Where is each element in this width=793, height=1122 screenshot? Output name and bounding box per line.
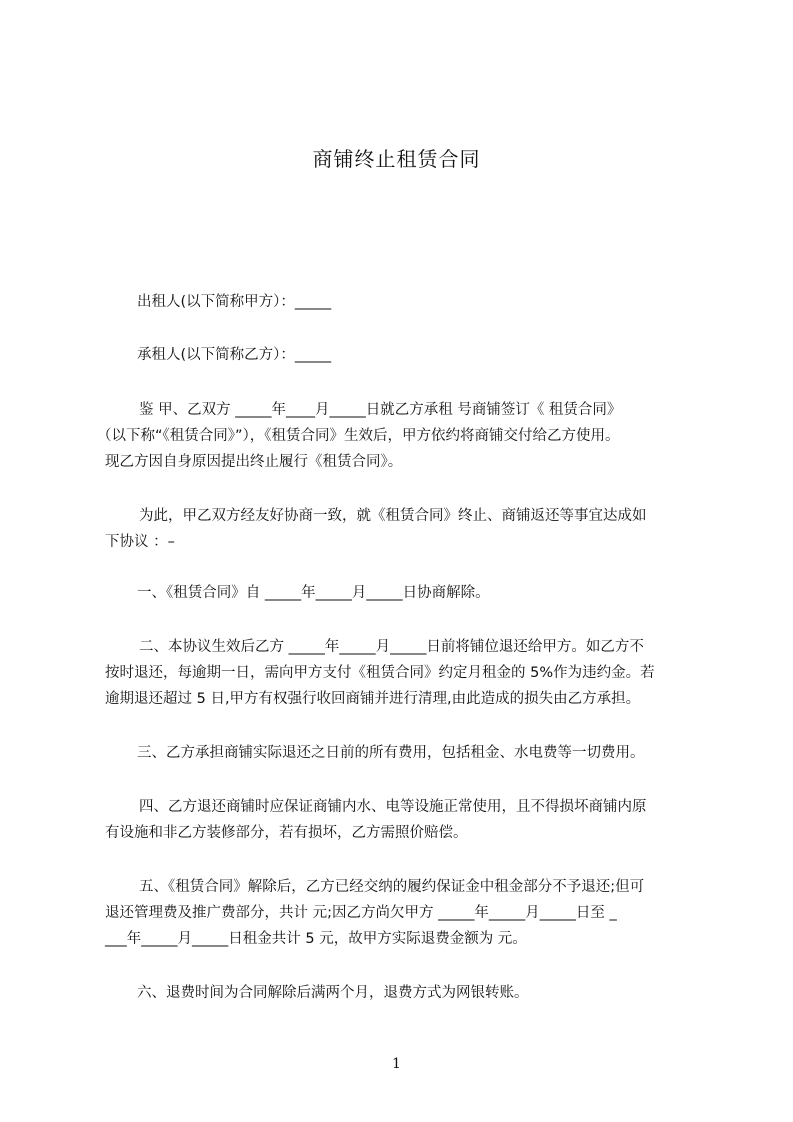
clause-5-line-2: 退还管理费及推广费部分，共计 元;因乙方尚欠甲方 _____年_____月_____日至 _ — [105, 905, 617, 921]
clause-3: 三、乙方承担商铺实际退还之日前的所有费用，包括租金、水电费等一切费用。 — [137, 745, 645, 761]
clause-6: 六、退费时间为合同解除后满两个月，退费方式为网银转账。 — [137, 985, 529, 1001]
clause-5-line-3: ___年_____月_____日租金共计 5 元，故甲方实际退费金额为 元。 — [105, 931, 527, 947]
recital-line-1: 鉴 甲、乙双方 _____年____月_____日就乙方承租 号商铺签订《 租赁合同》 — [139, 402, 622, 418]
clause-4-line-2: 有设施和非乙方装修部分，若有损坏，乙方需照价赔偿。 — [105, 825, 468, 841]
clause-2-line-3: 逾期退还超过 5 日,甲方有权强行收回商铺并进行清理,由此造成的损失由乙方承担。 — [105, 691, 641, 707]
clause-4-line-1: 四、乙方退还商铺时应保证商铺内水、电等设施正常使用，且不得损坏商铺内原 — [139, 799, 647, 815]
clause-5-line-1: 五、《租赁合同》解除后，乙方已经交纳的履约保证金中租金部分不予退还;但可 — [139, 879, 645, 895]
recital-line-3: 现乙方因自身原因提出终止履行《租赁合同》。 — [105, 454, 403, 470]
lessee-line: 承租人(以下简称乙方）：_____ — [137, 347, 332, 363]
clause-2-line-1: 二、本协议生效后乙方 _____年_____月_____日前将铺位退还给甲方。如乙方不 — [139, 639, 644, 655]
clause-1: 一、《租赁合同》自 _____年_____月_____日协商解除。 — [137, 585, 490, 601]
preamble-line-1: 为此，甲乙双方经友好协商一致，就《租赁合同》终止、商铺返还等事宜达成如 — [139, 508, 647, 524]
document-title: 商铺终止租赁合同 — [312, 147, 481, 171]
clause-2-line-2: 按时退还，每逾期一日，需向甲方支付《租赁合同》约定月租金的 5%作为违约金。若 — [105, 665, 655, 681]
preamble-line-2: 下协议 ：– — [105, 534, 175, 550]
lessor-line: 出租人(以下简称甲方）：_____ — [137, 294, 332, 310]
page-number: 1 — [392, 1056, 401, 1072]
recital-line-2: （以下称“《租赁合同》”），《租赁合同》生效后，甲方依约将商铺交付给乙方使用。 — [97, 428, 620, 444]
